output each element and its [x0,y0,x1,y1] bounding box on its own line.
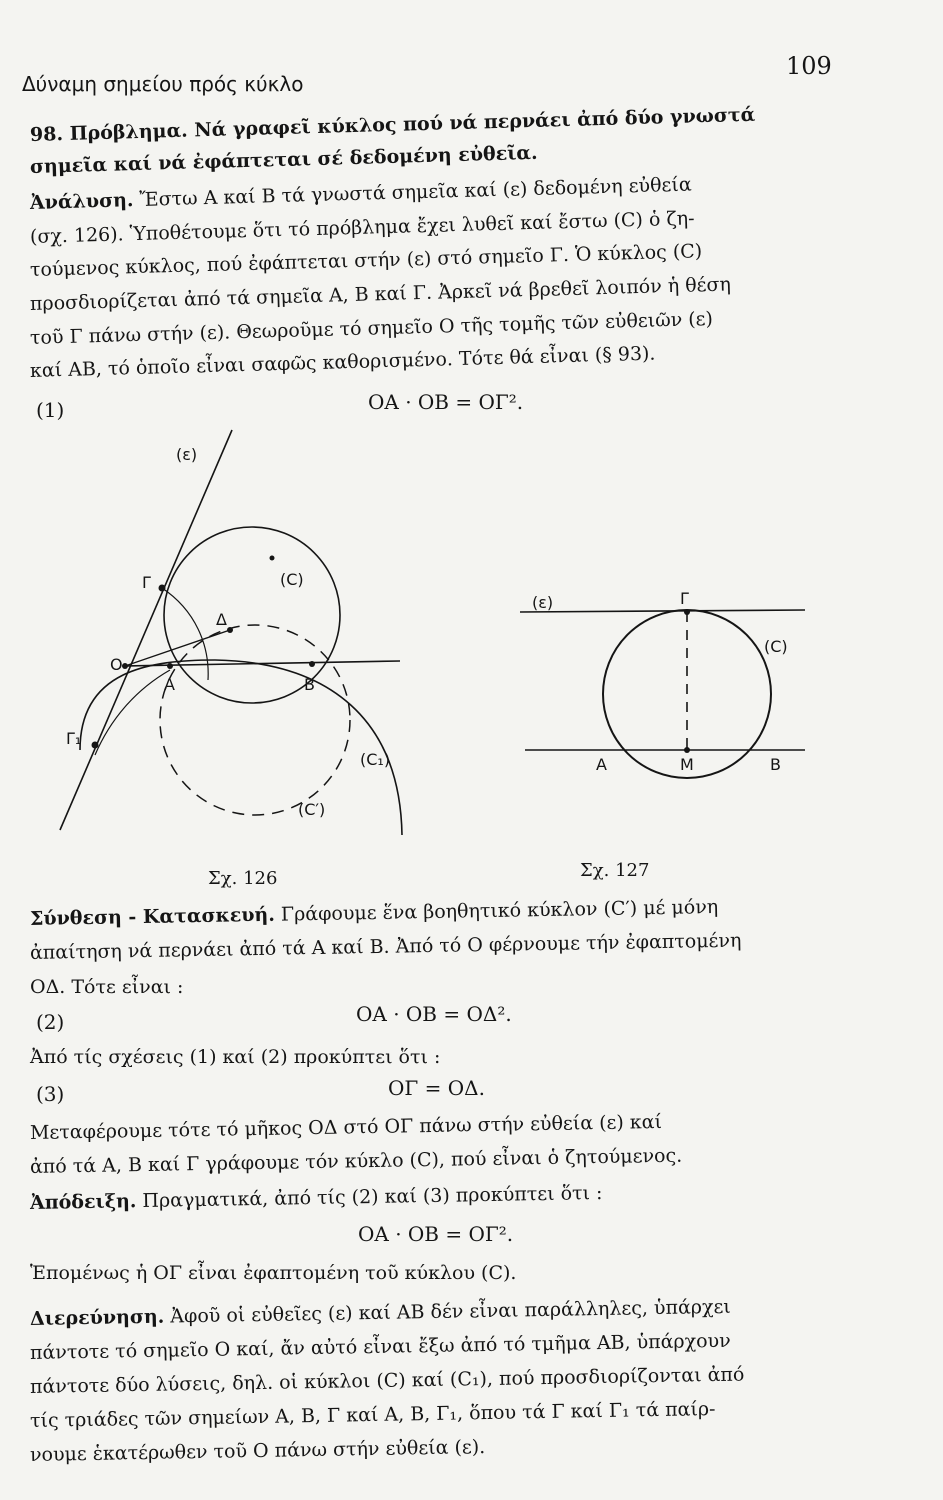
synthesis-line-6: ἀπό τά Α, Β καί Γ γράφουμε τόν κύκλο (C), πού εἶναι ὁ ζητούμενος. [29,1144,683,1178]
discussion-line-5: νουμε ἑκατέρωθεν τοῦ Ο πάνω στήν εὐθεία (ε). [29,1436,486,1466]
discussion-line-2: πάντοτε τό σημεῖο Ο καί, ἄν αὐτό εἶναι ἔξω ἀπό τό τμῆμα ΑΒ, ὑπάρχουν [29,1329,731,1364]
discussion-line-4: τίς τριάδες τῶν σημείων Α, Β, Γ καί Α, Β, Γ₁, ὅπου τά Γ καί Γ₁ τά παίρ- [29,1398,716,1432]
equation-1-number: (1) [36,398,65,422]
discussion-line-3: πάντοτε δύο λύσεις, δηλ. οἱ κύκλοι (C) καί (C₁), πού προσδιορίζονται ἀπό [29,1363,745,1398]
equation-1: ΟΑ · ΟΒ = ΟΓ². [368,390,524,414]
circle-C1 [80,660,402,835]
label-B-127: Β [770,755,781,774]
label-G: Γ [142,573,151,592]
proof-text-1: Πραγματικά, ἀπό τίς (2) καί (3) προκύπτει ὅτι : [142,1182,603,1213]
figure-126-caption: Σχ. 126 [208,868,278,889]
equation-3: ΟΓ = ΟΔ. [388,1076,485,1100]
label-M-127: Μ [680,755,694,774]
problem-statement-part2: σημεῖα καί νά ἐφάπτεται σέ δεδομένη εὐθεῖα. [29,141,538,178]
synthesis-line-3: ΟΔ. Τότε εἶναι : [30,976,184,998]
problem-label: 98. Πρόβλημα. [29,119,189,146]
analysis-line-6: καί ΑΒ, τό ὁποῖο εἶναι σαφῶς καθορισμένο. Τότε θά εἶναι (§ 93). [29,342,656,382]
discussion-text-1: Ἀφοῦ οἱ εὐθεῖες (ε) καί ΑΒ δέν εἶναι παράλληλες, ὑπάρχει [170,1295,731,1328]
label-O: Ο [110,655,123,674]
label-B: Β [304,675,315,694]
analysis-line-5: τοῦ Γ πάνω στήν (ε). Θεωροῦμε τό σημεῖο Ο τῆς τομῆς τῶν εὐθειῶν (ε) [29,307,714,349]
line-e [60,430,232,830]
center-C-dot [270,556,275,561]
label-C-127: (C) [764,637,788,656]
label-e-127: (ε) [532,593,554,612]
point-D [227,627,233,633]
analysis-line-4: προσδιορίζεται ἀπό τά σημεῖα Α, Β καί Γ. Ἀρκεῖ νά βρεθεῖ λοιπόν ἡ θέση [29,273,732,315]
point-G1 [92,742,99,749]
label-A-127: Α [596,755,607,774]
label-D: Δ [216,610,227,629]
label-e: (ε) [176,445,198,464]
label-G1: Γ₁ [66,729,82,748]
discussion-line-1 [30,1293,910,1330]
equation-2: ΟΑ · ΟΒ = ΟΔ². [356,1002,512,1026]
label-C1: (C₁) [360,750,391,769]
synthesis-text-1: Γράφουμε ἕνα βοηθητικό κύκλον (C′) μέ μόνη [280,895,719,926]
proof-label: Ἀπόδειξη. [29,1190,137,1214]
figure-127 [520,590,820,820]
circle-C-prime [160,625,350,815]
analysis-line-3: τούμενος κύκλος, πού ἐφάπτεται στήν (ε) στό σημεῖο Γ. Ὁ κύκλος (C) [29,240,703,281]
analysis-line-2: (σχ. 126). Ὑποθέτουμε ὅτι τό πρόβλημα ἔχει λυθεῖ καί ἔστω (C) ὁ ζη- [29,207,695,248]
point-A [167,663,173,669]
label-A: Α [164,675,175,694]
point-G [159,585,166,592]
proof-equation: ΟΑ · ΟΒ = ΟΓ². [358,1222,514,1246]
proof-line-1 [30,1177,910,1214]
transfer-arc-2 [95,670,170,755]
problem-statement-part1: Νά γραφεῖ κύκλος πού νά περνάει ἀπό δύο γνωστά [194,103,756,142]
analysis-label: Ἀνάλυση. [29,189,134,214]
label-C: (C) [280,570,304,589]
proof-line-2: Ἑπομένως ἡ ΟΓ εἶναι ἐφαπτομένη τοῦ κύκλου (C). [30,1262,517,1284]
point-G-127 [684,609,690,615]
synthesis-label: Σύνθεση - Κατασκευή. [29,903,276,930]
running-header-title: Δύναμη σημείου πρός κύκλο [22,72,304,96]
analysis-text-1: Ἔστω Α καί Β τά γνωστά σημεῖα καί (ε) δεδομένη εὐθεία [139,173,692,211]
label-G-127: Γ [680,590,689,608]
figure-126 [40,420,440,860]
synthesis-line-1 [30,893,910,930]
line-e-127 [520,610,805,612]
point-M-127 [684,747,690,753]
point-B [309,661,315,667]
discussion-label: Διερεύνηση. [29,1305,165,1330]
synthesis-line-2: ἀπαίτηση νά περνάει ἀπό τά Α καί Β. Ἀπό τό Ο φέρνουμε τήν ἐφαπτομένη [29,929,742,964]
figure-127-caption: Σχ. 127 [580,860,650,881]
label-C-prime: (C′) [298,800,326,819]
point-O [122,663,128,669]
equation-2-number: (2) [36,1010,65,1034]
synthesis-line-4: Ἀπό τίς σχέσεις (1) καί (2) προκύπτει ὅτι : [30,1046,441,1068]
synthesis-line-5: Μεταφέρουμε τότε τό μῆκος ΟΔ στό ΟΓ πάνω στήν εὐθεία (ε) καί [29,1110,663,1144]
page-number: 109 [786,52,832,80]
equation-3-number: (3) [36,1082,65,1106]
